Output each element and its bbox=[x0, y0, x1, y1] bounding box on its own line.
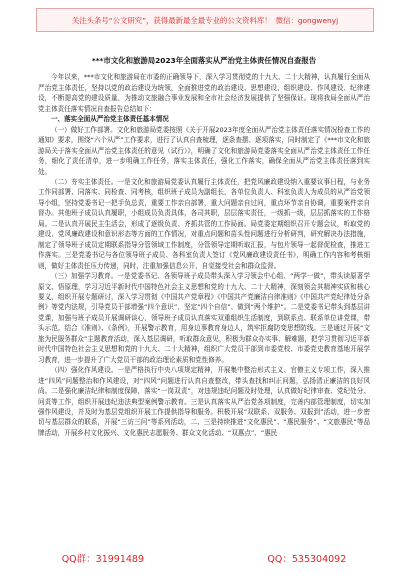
contact-footer bbox=[0, 547, 408, 569]
qq-label: QQ： bbox=[267, 554, 292, 565]
doc-paragraph-intro: 今年以来，***市文化和旅游局在市委的正确领导下，深入学习贯彻党的十九大、二十大精神，认真履行全面从严治党主体责任，坚持以党的政治建设为统领，全面推进党的政治建设、思想建设、组织建设、作风建设、纪律建设，不断提高党的建设质量，为推动文旅融合事业发展和全市社会经济发展提供了坚强保证。现将我局全面从严治党主体责任落实情况自查报告总结如下： bbox=[38, 73, 370, 113]
doc-paragraph-4: （四）强化作风建设。一是严格执行中央八项规定精神，开展集中整治形式主义、官僚主义专项工作，深入推进“四风”问题整治和作风建设，对“四风”问题进行认真自查整改，带头查找和纠正问题，弘扬清正廉洁的良好风尚。二是强化廉洁纪律和制度保障，落实“一岗双责”，对违规违纪问题及时处理，认真做好纪律审查、党纪处分、问责等工作，组织开展违纪违法典型案例警示教育。三是认真落实从严治党各项制度，完善内部管理制度，切实加强作风建设，并及时为基层党组织开展工作提供指导和服务。积极开展“双联系、双服务、双报到”活动，进一步密切与基层群众的联系，开展“三访三问”等系列活动，二、三是持续推进“文化惠民”、“惠民服务”、“文旅惠民”等品牌活动，开展乡村文化振兴、文化惠民志愿服务、群众文化活动、“双惠点”、“惠民 bbox=[38, 366, 370, 437]
qq-group bbox=[62, 551, 144, 565]
doc-paragraph-3: （三）加强学习教育。一是党委书记、各领导班子成员带头深入学习领会中心组、“两学一做”，带头读原著学原文、悟原理，学习习近平新时代中国特色社会主义思想和党的十九大、二十大精神，深刻领会其精神实质和核心要义，组织开展专题研讨，深入学习贯彻《中国共产党章程》《中国共产党廉洁自律准则》《中国共产党纪律处分条例》等党内法规，引导党员干部增强“四个意识”、坚定“四个自信”、做到“两个维护”。二是党委书记带头到基层讲党课，加强与班子成员开展调研谈心，领导班子成员认真落实双重组织生活制度，到联系点、联系单位讲党课，带头示范，结合《准则》、《条例》，开展警示教育，用身边事教育身边人，筑牢拒腐防变思想防线。三是通过开展“文旅为民服务群众”主题教育活动，深入基层调研，听取群众意见，积极为群众办实事、解难题，把学习贯彻习近平新时代中国特色社会主义思想和党的十九大、二十大精神，组织广大党员干部到市委党校、市委党史教育基地开展学习教育，进一步提升了广大党员干部的政治理论素质和党性修养。 bbox=[38, 272, 370, 364]
qq-group-label: QQ群： bbox=[61, 554, 96, 565]
qq-number: 535304092 bbox=[291, 554, 347, 565]
document-body bbox=[38, 56, 370, 438]
document-title: ***市文化和旅游局2023年全面落实从严治党主体责任情况自查报告 bbox=[91, 56, 317, 65]
doc-paragraph-1: （一）做好工作部署。文化和旅游局党委按照《关于开展2023年度全面从严治党主体责任落实情况检查工作的通知》要求，围绕“六个从严”工作要求，进行了认真自查梳理，逐条查摆、逐项落实，同时制定了《***市文化和旅游局关于落实全面从严治党主体责任的意见（试行）》，明确了文化和旅游局党委落实全面从严治党主体责任工作任务，细化了责任清单，进一步明确工作任务，落实主体责任，强化工作落实，确保全面从严治党主体责任落到实处。 bbox=[38, 125, 370, 176]
top-banner bbox=[36, 8, 374, 32]
qq-contact bbox=[267, 551, 346, 565]
doc-section-heading: 一、落实全面从严治党主体责任基本情况 bbox=[51, 115, 169, 124]
banner-text: 关注头条号“公文研究”，获得最新最全最专业的公文资料库！ bbox=[71, 15, 272, 25]
doc-paragraph-2: （二）夯实主体责任。一是文化和旅游局党委认真履行主体责任，把党风廉政建设纳入重要议事日程，与业务工作同部署、同落实、同检查、同考核，组织班子成员为副组长，各单位负责人、科室负责人为成员的从严治党领导小组，坚持党委书记一把手负总责，重要工作亲自部署，重大问题亲自过问，重点环节亲自协调，重要案件亲自督办。其他班子成员认真履职，小组成员负责具体，各司其职，层层落实责任，一级抓一级，层层抓落实的工作格局。二是认真开展民主生活会，形成了逐级负责、齐抓共管的工作局面。局党委定期组织召开专题会议，听取党的建设、党风廉政建设和意识形态等方面的工作情况，对重点问题和苗头性问题进行分析研判，研究解决办法措施，制定了领导班子成员定期联系指导分管领域工作制度，分管领导定期听取汇报，与包片领导一起督促检查，推进工作落实。三是党委书记与各位领导班子成员、各科室负责人签订《党风廉政建设责任书》，明确工作内容和考核细则，做好主体责任压力传递，同时，注重加强信息公开，自觉接受社会和群众监督。 bbox=[38, 177, 370, 270]
banner-wechat: 微信：gongwenyj bbox=[275, 15, 339, 25]
qq-group-number: 31991489 bbox=[95, 554, 145, 565]
